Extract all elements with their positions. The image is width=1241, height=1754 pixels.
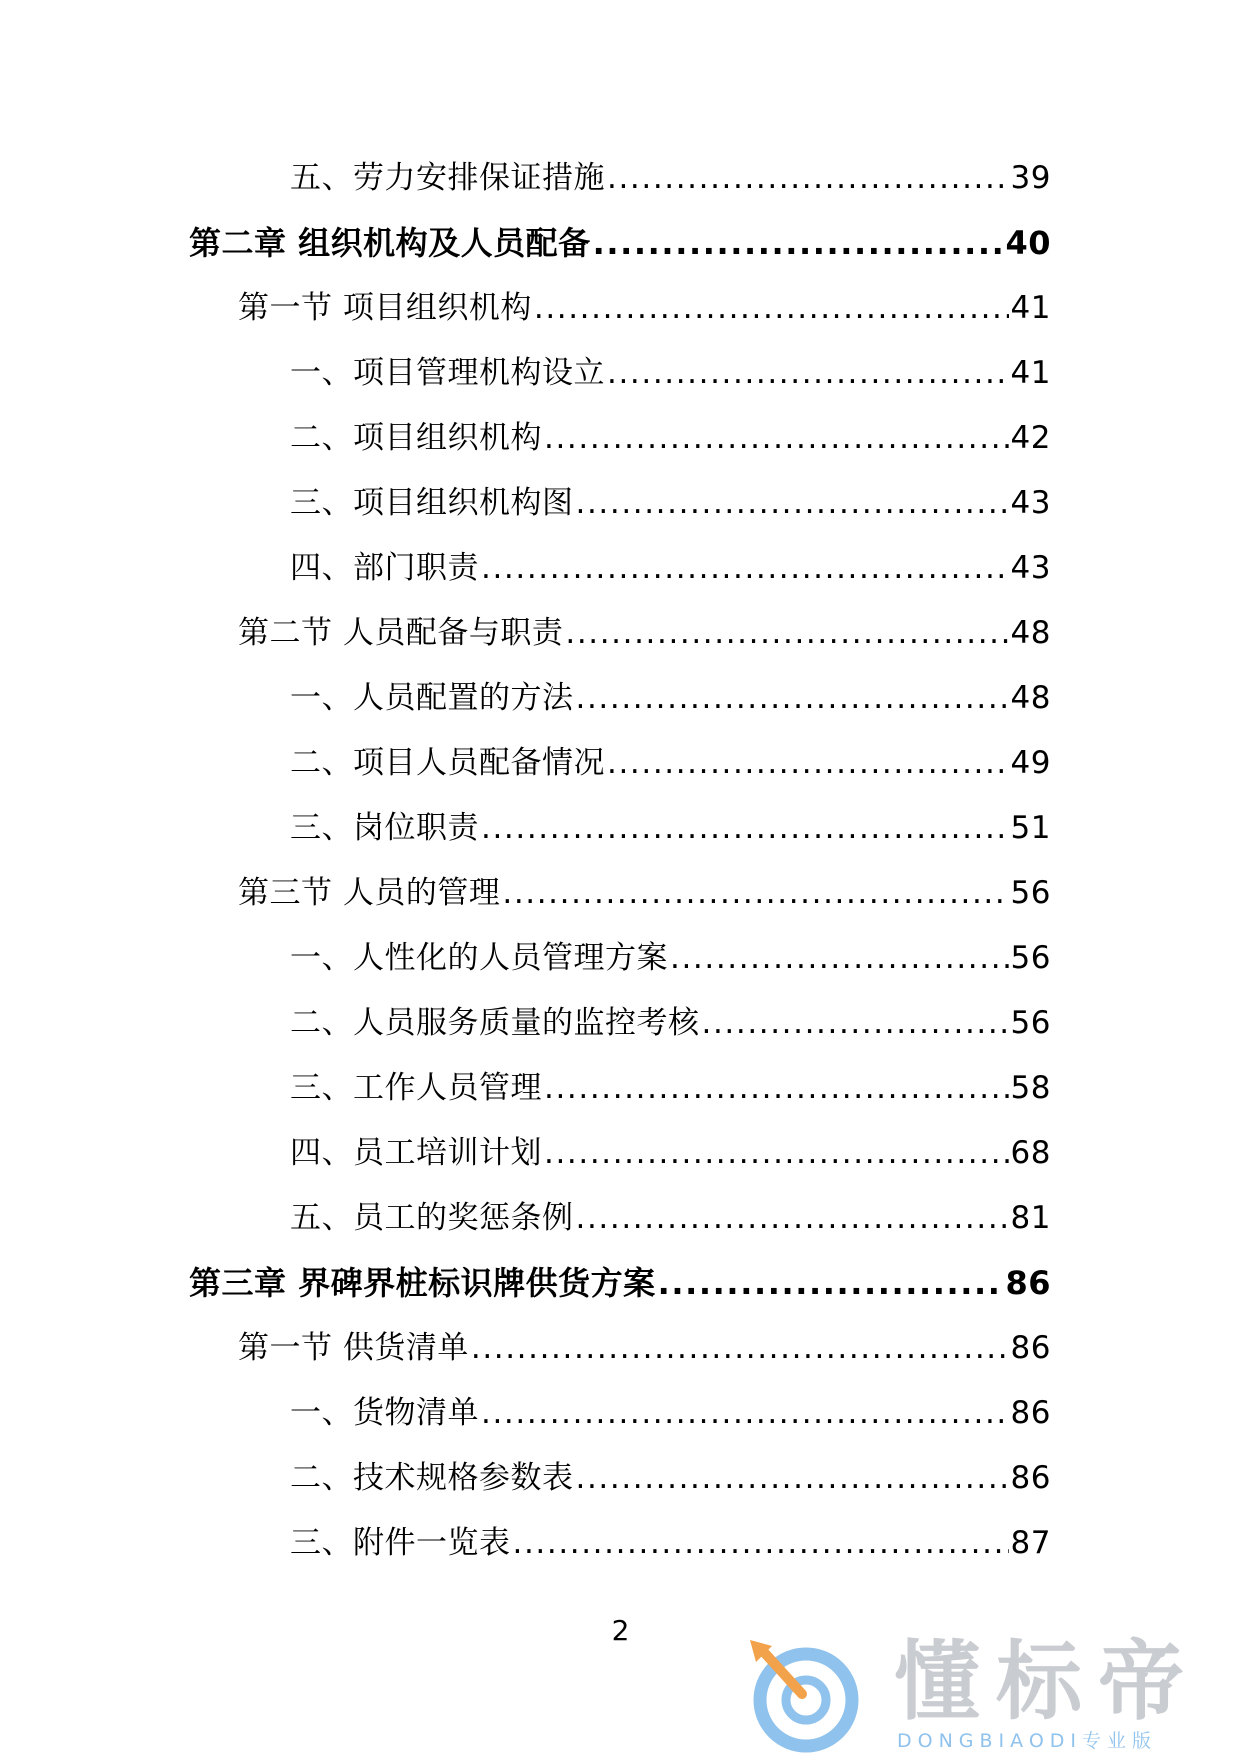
toc-entry-label: 第一节 项目组织机构 (238, 290, 532, 326)
toc-dot-leader (502, 873, 1008, 913)
toc-entry[interactable] (0, 1523, 1241, 1588)
toc-entry[interactable] (0, 678, 1241, 743)
toc-entry-label: 四、员工培训计划 (290, 1135, 542, 1171)
toc-entry[interactable] (0, 483, 1241, 548)
toc-dot-leader (534, 288, 1009, 328)
toc-entry-label: 三、项目组织机构图 (290, 485, 574, 521)
toc-entry[interactable] (0, 1003, 1241, 1068)
toc-entry-label: 二、技术规格参数表 (290, 1460, 574, 1496)
watermark-title: 懂标帝 (894, 1632, 1200, 1732)
toc-entry-label: 第二章 组织机构及人员配备 (189, 224, 591, 262)
toc-entry[interactable] (0, 1068, 1241, 1133)
toc-entry[interactable] (0, 548, 1241, 613)
toc-entry-page: 56 (1010, 875, 1051, 911)
toc-dot-leader (576, 678, 1009, 718)
toc-section-entry[interactable] (0, 873, 1241, 938)
toc-entry-page: 43 (1010, 550, 1051, 586)
toc-entry-page: 51 (1010, 810, 1051, 846)
toc-entry-label: 第三章 界碑界桩标识牌供货方案 (189, 1264, 656, 1302)
toc-entry-page: 86 (1010, 1395, 1051, 1431)
toc-section-entry[interactable] (0, 613, 1241, 678)
toc-entry-page: 81 (1010, 1200, 1051, 1236)
toc-dot-leader (702, 1003, 1009, 1043)
toc-entry-page: 49 (1010, 745, 1051, 781)
toc-entry-page: 86 (1005, 1264, 1051, 1302)
toc-entry[interactable] (0, 1198, 1241, 1263)
toc-entry-label: 一、项目管理机构设立 (290, 355, 605, 391)
table-of-contents (0, 158, 1241, 1588)
toc-dot-leader (471, 1328, 1009, 1368)
toc-dot-leader (670, 938, 1009, 978)
watermark (742, 1632, 1212, 1754)
toc-entry-label: 五、劳力安排保证措施 (290, 160, 605, 196)
toc-entry-page: 58 (1010, 1070, 1051, 1106)
toc-entry-page: 41 (1010, 290, 1051, 326)
toc-entry[interactable] (0, 1393, 1241, 1458)
toc-entry-label: 一、人员配置的方法 (290, 680, 574, 716)
toc-dot-leader (544, 1068, 1009, 1108)
toc-dot-leader (576, 1458, 1009, 1498)
toc-dot-leader (481, 808, 1009, 848)
toc-entry-page: 87 (1010, 1525, 1051, 1561)
toc-chapter-entry[interactable] (0, 223, 1241, 288)
toc-dot-leader (544, 1133, 1009, 1173)
toc-dot-leader (544, 418, 1009, 458)
toc-entry-page: 40 (1005, 224, 1051, 262)
toc-entry-label: 三、附件一览表 (290, 1525, 511, 1561)
toc-entry-label: 五、员工的奖惩条例 (290, 1200, 574, 1236)
toc-entry-label: 二、项目组织机构 (290, 420, 542, 456)
toc-entry-label: 四、部门职责 (290, 550, 479, 586)
toc-entry[interactable] (0, 808, 1241, 873)
toc-dot-leader (607, 353, 1009, 393)
watermark-subtitle: DONGBIAODI专业版 (897, 1730, 1158, 1752)
toc-entry[interactable] (0, 743, 1241, 808)
toc-entry[interactable] (0, 1458, 1241, 1523)
toc-section-entry[interactable] (0, 1328, 1241, 1393)
toc-entry[interactable] (0, 938, 1241, 1003)
toc-entry-page: 43 (1010, 485, 1051, 521)
toc-dot-leader (481, 548, 1009, 588)
toc-entry-label: 二、项目人员配备情况 (290, 745, 605, 781)
toc-dot-leader (607, 743, 1009, 783)
toc-entry-page: 56 (1010, 1005, 1051, 1041)
toc-dot-leader (565, 613, 1008, 653)
toc-entry-label: 一、人性化的人员管理方案 (290, 940, 668, 976)
toc-entry[interactable] (0, 1133, 1241, 1198)
toc-entry-page: 41 (1010, 355, 1051, 391)
toc-entry-label: 第三节 人员的管理 (238, 875, 501, 911)
toc-entry-page: 86 (1010, 1460, 1051, 1496)
target-arrow-icon (742, 1636, 862, 1754)
toc-entry-label: 第一节 供货清单 (238, 1330, 469, 1366)
toc-entry-label: 三、工作人员管理 (290, 1070, 542, 1106)
toc-section-entry[interactable] (0, 288, 1241, 353)
toc-dot-leader (576, 1198, 1009, 1238)
toc-entry-label: 一、货物清单 (290, 1395, 479, 1431)
toc-entry-page: 68 (1010, 1135, 1051, 1171)
toc-dot-leader (513, 1523, 1009, 1563)
toc-dot-leader (576, 483, 1009, 523)
toc-entry-page: 42 (1010, 420, 1051, 456)
toc-dot-leader (593, 223, 1004, 263)
toc-entry[interactable] (0, 353, 1241, 418)
toc-entry-page: 48 (1010, 615, 1051, 651)
toc-chapter-entry[interactable] (0, 1263, 1241, 1328)
toc-dot-leader (607, 158, 1009, 198)
toc-entry[interactable] (0, 418, 1241, 483)
toc-entry-label: 三、岗位职责 (290, 810, 479, 846)
toc-dot-leader (658, 1263, 1004, 1303)
toc-dot-leader (481, 1393, 1009, 1433)
page-number: 2 (611, 1614, 630, 1647)
toc-entry-page: 86 (1010, 1330, 1051, 1366)
toc-entry-label: 二、人员服务质量的监控考核 (290, 1005, 700, 1041)
toc-entry-page: 56 (1010, 940, 1051, 976)
toc-entry-label: 第二节 人员配备与职责 (238, 615, 564, 651)
toc-entry-page: 39 (1010, 160, 1051, 196)
toc-entry[interactable] (0, 158, 1241, 223)
toc-entry-page: 48 (1010, 680, 1051, 716)
